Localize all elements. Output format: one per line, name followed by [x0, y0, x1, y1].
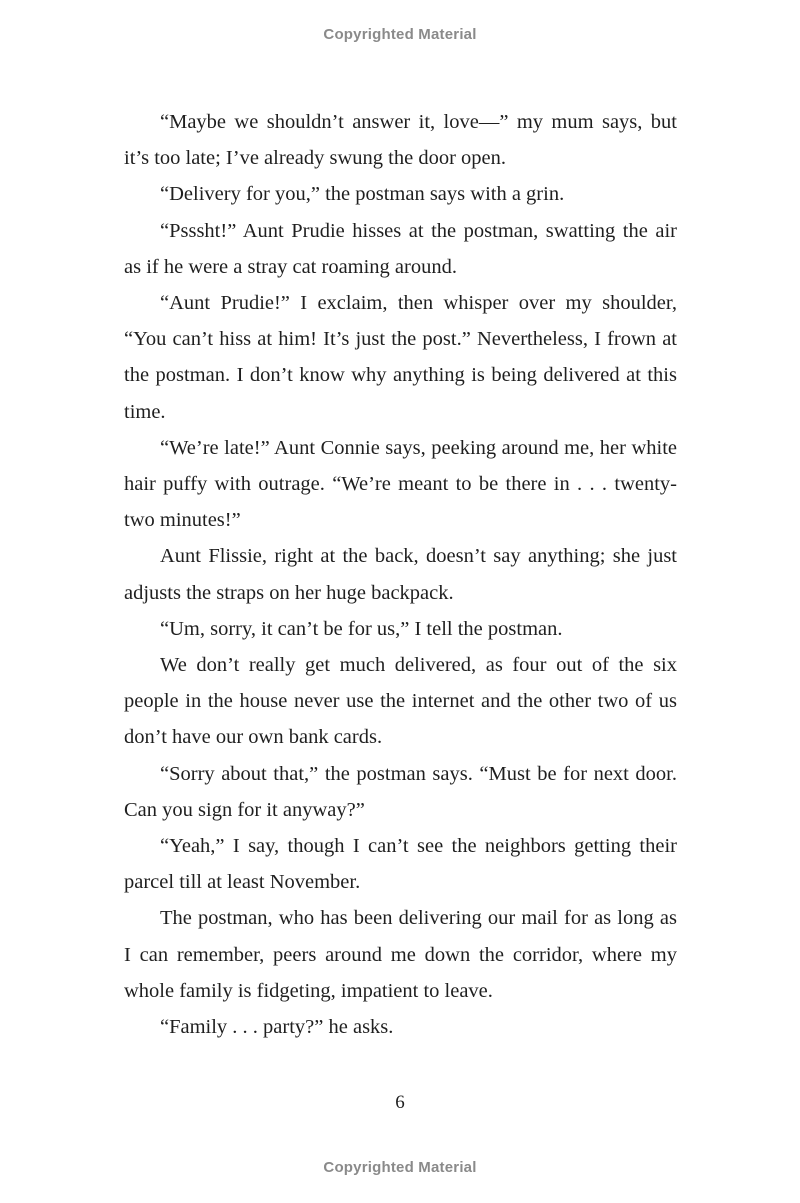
paragraph-6: Aunt Flissie, right at the back, doesn’t say anything; she just adjusts the straps on her huge backpack. [124, 545, 677, 604]
paragraph-9: “Sorry about that,” the postman says. “Must be for next door. Can you sign for it anyway?” [124, 762, 677, 821]
paragraph-1: “Maybe we shouldn’t answer it, love—” my mum says, but it’s too late; I’ve already swung the door open. [124, 111, 677, 170]
paragraph-2: “Delivery for you,” the postman says with a grin. [160, 183, 565, 206]
page-number: 6 [395, 1092, 405, 1113]
paragraph-12: “Family . . . party?” he asks. [160, 1016, 394, 1039]
watermark-top: Copyrighted Material [323, 26, 477, 43]
paragraph-3: “Psssht!” Aunt Prudie hisses at the postman, swatting the air as if he were a stray cat roaming around. [124, 219, 677, 278]
body-text [124, 104, 677, 1045]
paragraph-7: “Um, sorry, it can’t be for us,” I tell the postman. [160, 617, 563, 640]
paragraph-10: “Yeah,” I say, though I can’t see the neighbors getting their parcel till at least November. [124, 835, 677, 894]
paragraph-4: “Aunt Prudie!” I exclaim, then whisper over my shoulder, “You can’t hiss at him! It’s just the post.” Nevertheless, I frown at the postman. I don’t know why anything is being delivered at this time. [124, 292, 677, 423]
watermark-bottom: Copyrighted Material [323, 1159, 477, 1176]
paragraph-5: “We’re late!” Aunt Connie says, peeking around me, her white hair puffy with outrage. “We’re meant to be there in . . . twenty-two minutes!” [124, 436, 677, 532]
paragraph-8: We don’t really get much delivered, as four out of the six people in the house never use the internet and the other two of us don’t have our own bank cards. [124, 654, 677, 749]
paragraph-11: The postman, who has been delivering our mail for as long as I can remember, peers around me down the corridor, where my whole family is fidgeting, impatient to leave. [124, 907, 677, 1002]
